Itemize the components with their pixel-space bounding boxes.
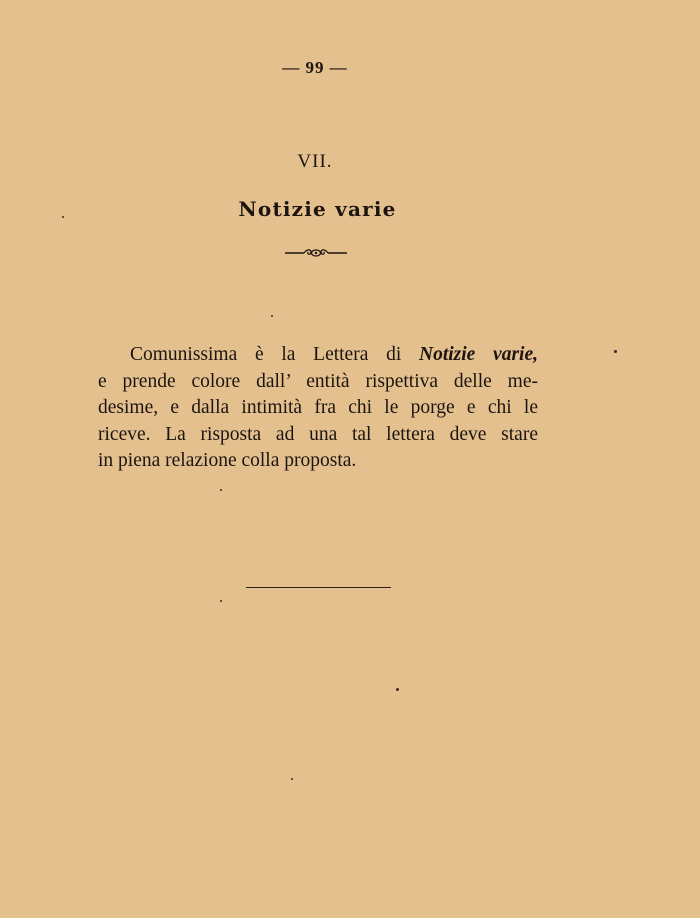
text-segment: riceve. La risposta ad una tal lettera deve stare: [98, 423, 538, 445]
paper-speck: [396, 688, 399, 691]
paper-speck: [614, 350, 617, 353]
paper-speck: [271, 315, 273, 317]
paper-speck: [291, 778, 293, 780]
fleuron-divider-icon: [284, 244, 348, 262]
text-segment: e prende colore dall’ entità rispettiva delle me-: [98, 370, 538, 392]
text-line: [98, 422, 538, 449]
text-segment: Comunissima è la Lettera di: [130, 344, 419, 365]
paper-speck: [62, 216, 64, 218]
text-line: [98, 448, 538, 475]
italic-phrase: Notizie varie,: [418, 344, 538, 365]
chapter-title: Notizie varie: [238, 197, 397, 221]
text-segment: in piena relazione colla proposta.: [98, 450, 357, 471]
section-end-rule: [246, 587, 391, 588]
body-paragraph: [98, 342, 538, 475]
paper-speck: [220, 600, 222, 602]
paper-speck: [220, 489, 222, 491]
text-line: [98, 342, 538, 369]
text-line: [98, 395, 538, 422]
text-segment: desime, e dalla intimità fra chi le porge e chi le: [98, 397, 538, 418]
page-number: — 99 —: [282, 58, 348, 77]
text-line: [98, 369, 538, 396]
chapter-numeral: VII.: [297, 151, 333, 172]
